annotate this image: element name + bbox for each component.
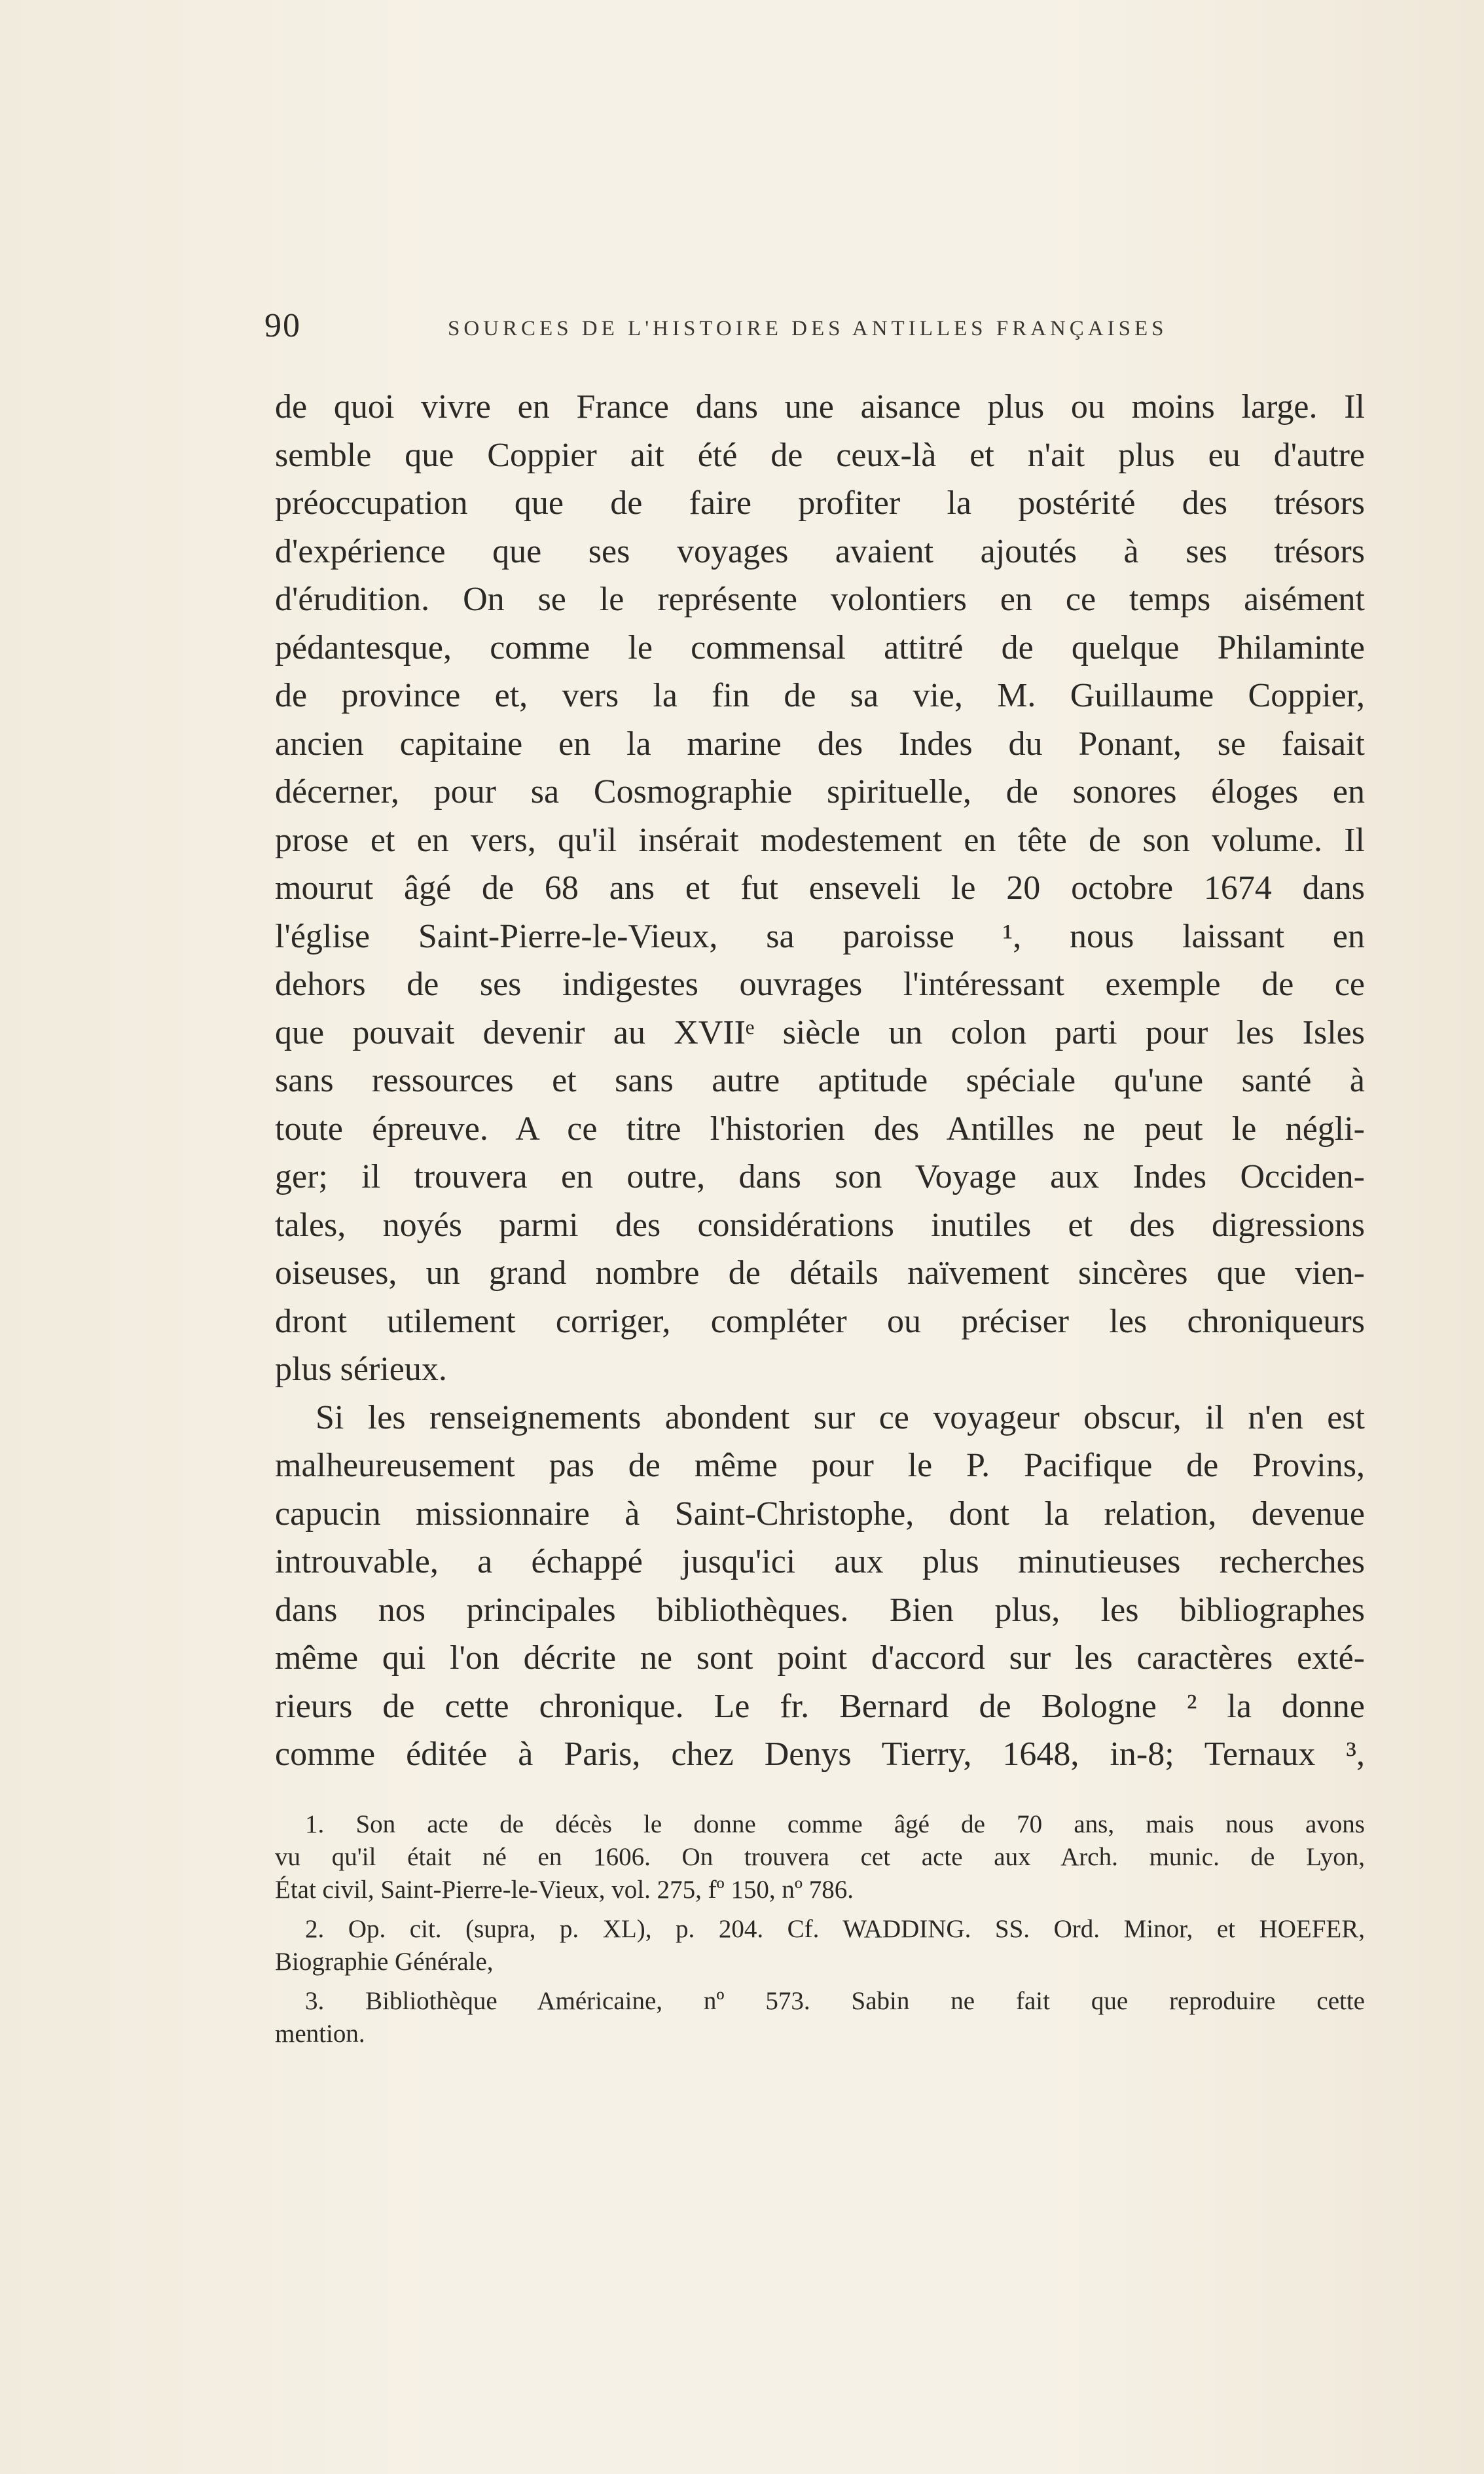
body-line: d'érudition. On se le représente volontiers en ce temps aisément: [275, 581, 1365, 618]
page-header: [264, 306, 1364, 352]
body-line: malheureusement pas de même pour le P. Pacifique de Provins,: [275, 1447, 1365, 1484]
footnote-line: État civil, Saint-Pierre-le-Vieux, vol. 275, fº 150, nº 786.: [275, 1876, 854, 1904]
footnote-line: 1. Son acte de décès le donne comme âgé de 70 ans, mais nous avons: [305, 1810, 1365, 1838]
body-line: dront utilement corriger, compléter ou préciser les chroniqueurs: [275, 1302, 1365, 1340]
body-line: ancien capitaine en la marine des Indes du Ponant, se faisait: [275, 725, 1365, 763]
body-line: dehors de ses indigestes ouvrages l'intéressant exemple de ce: [275, 966, 1365, 1003]
body-line: rieurs de cette chronique. Le fr. Bernard de Bologne ² la donne: [275, 1687, 1365, 1725]
body-line: oiseuses, un grand nombre de détails naïvement sincères que vien-: [275, 1254, 1365, 1292]
body-line: tales, noyés parmi des considérations inutiles et des digressions: [275, 1206, 1365, 1244]
footnotes: [275, 1808, 1365, 2050]
running-head: SOURCES DE L'HISTOIRE DES ANTILLES FRANÇAISES: [448, 317, 1168, 340]
body-line: comme éditée à Paris, chez Denys Tierry, 1648, in-8; Ternaux ³,: [275, 1736, 1365, 1773]
body-line: de province et, vers la fin de sa vie, M. Guillaume Coppier,: [275, 677, 1365, 714]
footnote-line: 3. Bibliothèque Américaine, nº 573. Sabin ne fait que reproduire cette: [305, 1987, 1365, 2015]
body-line: pédantesque, comme le commensal attitré de quelque Philaminte: [275, 628, 1365, 666]
body-line: même qui l'on décrite ne sont point d'accord sur les caractères exté-: [275, 1639, 1365, 1677]
body-line: ger; il trouvera en outre, dans son Voyage aux Indes Occiden-: [275, 1158, 1365, 1195]
body-line: décerner, pour sa Cosmographie spirituelle, de sonores éloges en: [275, 773, 1365, 810]
body-line: plus sérieux.: [275, 1351, 447, 1388]
footnote-line: mention.: [275, 2020, 365, 2048]
body-line: prose et en vers, qu'il insérait modestement en tête de son volume. Il: [275, 821, 1365, 859]
page-number: 90: [264, 307, 301, 344]
body-line: l'église Saint-Pierre-le-Vieux, sa paroisse ¹, nous laissant en: [275, 917, 1365, 955]
body-line: de quoi vivre en France dans une aisance plus ou moins large. Il: [275, 388, 1365, 426]
body-line: sans ressources et sans autre aptitude spéciale qu'une santé à: [275, 1062, 1365, 1099]
body-line: introuvable, a échappé jusqu'ici aux plus minutieuses recherches: [275, 1543, 1365, 1580]
footnote-line: Biographie Générale,: [275, 1948, 494, 1976]
body-line: toute épreuve. A ce titre l'historien des Antilles ne peut le négli-: [275, 1110, 1365, 1148]
footnote-line: vu qu'il était né en 1606. On trouvera cet acte aux Arch. munic. de Lyon,: [275, 1843, 1365, 1871]
body-line: d'expérience que ses voyages avaient ajoutés à ses trésors: [275, 532, 1365, 570]
body-line: semble que Coppier ait été de ceux-là et n'ait plus eu d'autre: [275, 436, 1365, 474]
footnote-line: 2. Op. cit. (supra, p. XL), p. 204. Cf. WADDING. SS. Ord. Minor, et HOEFER,: [305, 1915, 1365, 1943]
body-text: [275, 383, 1365, 1779]
body-line: préoccupation que de faire profiter la postérité des trésors: [275, 484, 1365, 522]
body-line: Si les renseignements abondent sur ce voyageur obscur, il n'en est: [316, 1398, 1365, 1436]
body-line: que pouvait devenir au XVIIᵉ siècle un colon parti pour les Isles: [275, 1013, 1365, 1051]
body-line: dans nos principales bibliothèques. Bien plus, les bibliographes: [275, 1591, 1365, 1629]
body-line: mourut âgé de 68 ans et fut enseveli le 20 octobre 1674 dans: [275, 869, 1365, 907]
body-line: capucin missionnaire à Saint-Christophe, dont la relation, devenue: [275, 1495, 1365, 1533]
